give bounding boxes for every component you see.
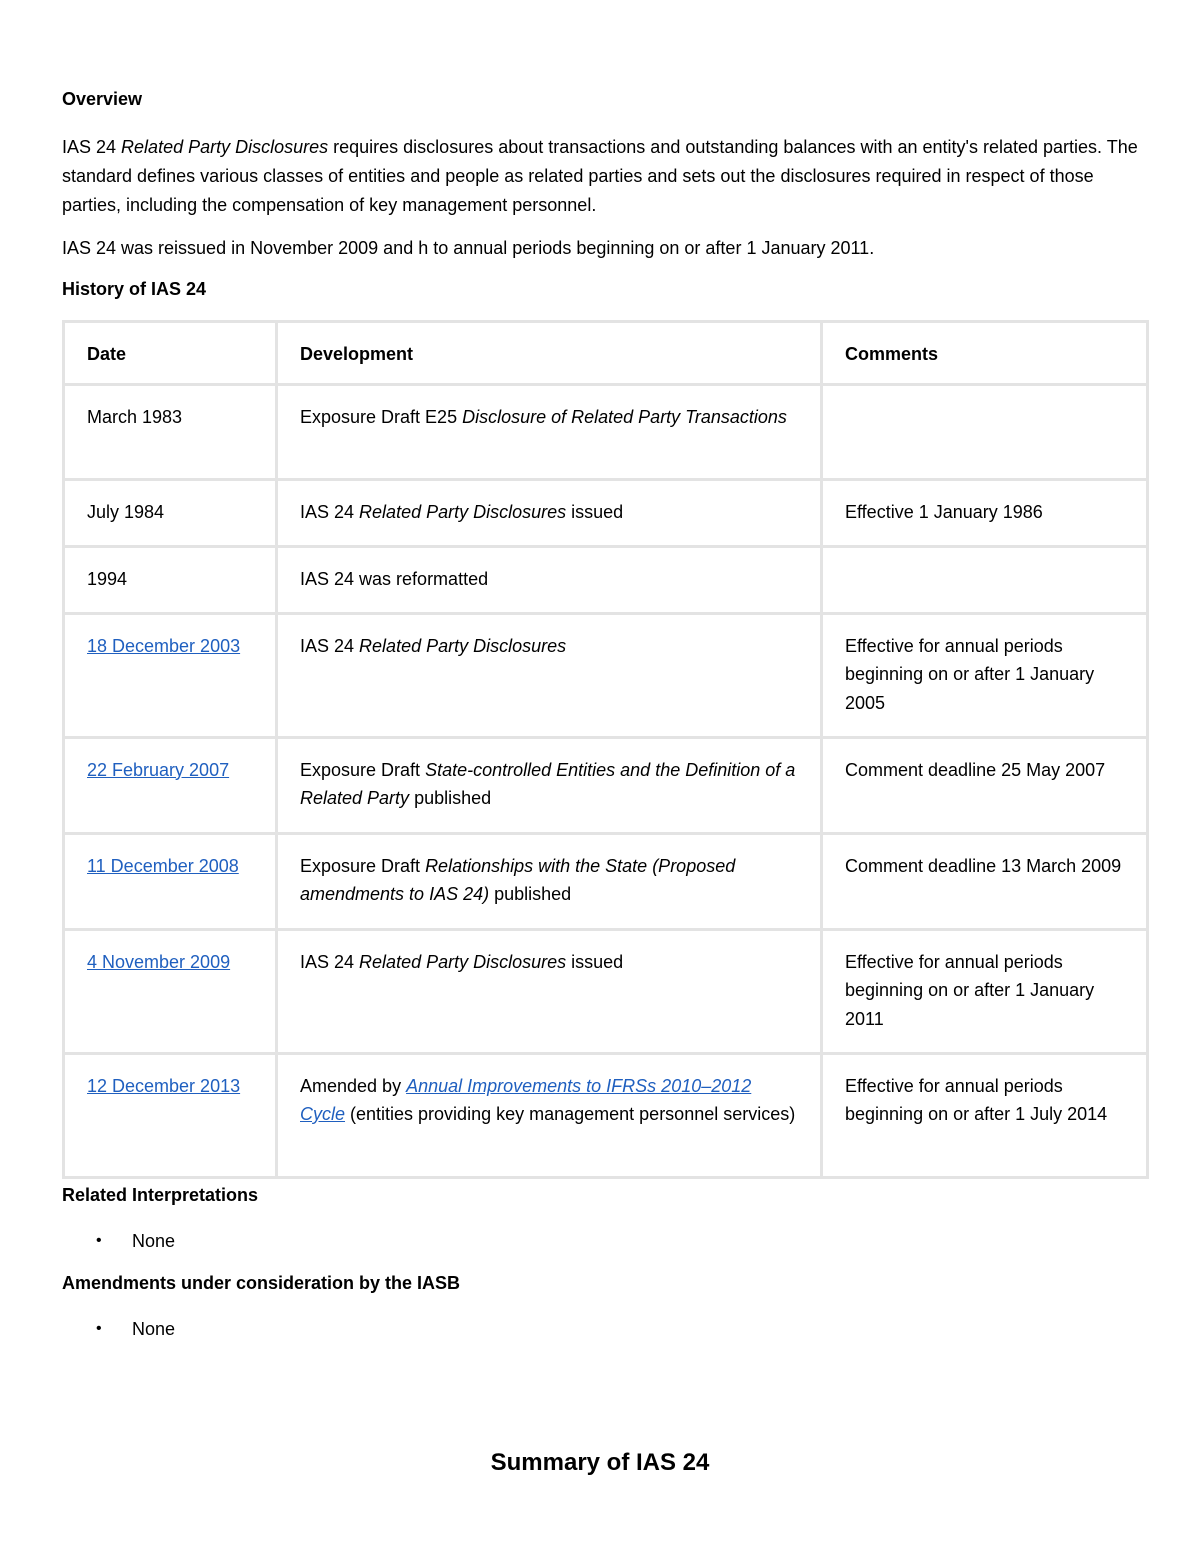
- development-suffix: published: [409, 788, 492, 808]
- date-cell: [64, 1053, 277, 1177]
- list-item-text: None: [132, 1230, 176, 1251]
- comment-cell: Comment deadline 25 May 2007: [822, 737, 1148, 833]
- date-cell: 1994: [64, 546, 277, 613]
- overview-paragraph: [62, 133, 1142, 220]
- development-cell: [277, 929, 822, 1053]
- table-row: [64, 833, 1148, 929]
- development-title: Related Party Disclosures: [359, 951, 567, 972]
- history-heading: History of IAS 24: [62, 279, 207, 299]
- development-text: IAS 24: [300, 635, 360, 656]
- development-title: Related Party Disclosures: [359, 501, 567, 522]
- list-item: [62, 1315, 175, 1343]
- amendments-list: [62, 1315, 175, 1343]
- column-header-date: Date: [64, 322, 277, 385]
- development-suffix: issued: [566, 951, 624, 972]
- column-header-comments: Comments: [822, 322, 1148, 385]
- annual-improvements-link[interactable]: Annual Improvements to IFRSs 2010–2012 Cycle: [300, 1075, 752, 1124]
- comment-cell: Effective 1 January 1986: [822, 479, 1148, 546]
- date-link[interactable]: 11 December 2008: [87, 855, 239, 876]
- date-cell: March 1983: [64, 384, 277, 479]
- overview-para-rest: requires disclosures about transactions and outstanding balances with an entity's related parties. The standard defines various classes of entities and people as related parties and sets out the disclosures required in respect of those parties, including the compensation of key management personnel.: [62, 137, 1138, 215]
- development-cell: [277, 546, 822, 613]
- development-suffix: (entities providing key management personnel services): [345, 1104, 796, 1124]
- column-header-development: Development: [277, 322, 822, 385]
- comment-cell: Effective for annual periods beginning on or after 1 January 2005: [822, 613, 1148, 737]
- development-text: IAS 24: [300, 951, 360, 972]
- related-interpretations-list: [62, 1227, 175, 1255]
- comment-cell: Comment deadline 13 March 2009: [822, 833, 1148, 929]
- date-cell: [64, 833, 277, 929]
- bullet-icon: •: [96, 1320, 102, 1337]
- development-cell: [277, 1053, 822, 1177]
- history-table: [62, 320, 1149, 1179]
- amendments-heading: Amendments under consideration by the IASB: [62, 1273, 461, 1293]
- development-text: Exposure Draft: [300, 855, 426, 876]
- table-row: [64, 613, 1148, 737]
- development-text: IAS 24 was reformatted: [300, 568, 489, 589]
- table-row: [64, 929, 1148, 1053]
- comment-cell: [822, 546, 1148, 613]
- development-cell: [277, 613, 822, 737]
- development-text: Amended by: [300, 1075, 407, 1096]
- overview-para-italic: Related Party Disclosures: [121, 137, 329, 157]
- related-interpretations-heading: Related Interpretations: [62, 1185, 259, 1205]
- table-row: [64, 546, 1148, 613]
- date-link[interactable]: 22 February 2007: [87, 759, 230, 780]
- development-title: State-controlled Entities and the Definition of a Related Party: [300, 759, 796, 808]
- comment-cell: [822, 384, 1148, 479]
- development-title: Relationships with the State (Proposed amendments to IAS 24): [300, 855, 736, 904]
- comment-cell: Effective for annual periods beginning on or after 1 July 2014: [822, 1053, 1148, 1177]
- development-cell: [277, 833, 822, 929]
- date-link[interactable]: 4 November 2009: [87, 951, 231, 972]
- development-text: IAS 24: [300, 501, 360, 522]
- list-item-text: None: [132, 1318, 176, 1339]
- date-cell: July 1984: [64, 479, 277, 546]
- development-title: Disclosure of Related Party Transactions: [462, 406, 787, 427]
- development-cell: [277, 737, 822, 833]
- summary-title: Summary of IAS 24: [490, 1449, 710, 1476]
- table-row: [64, 384, 1148, 479]
- development-title: Related Party Disclosures: [359, 635, 567, 656]
- table-row: [64, 479, 1148, 546]
- table-row: [64, 1053, 1148, 1177]
- table-header-row: [64, 322, 1148, 385]
- development-text: Exposure Draft E25: [300, 406, 463, 427]
- table-row: [64, 737, 1148, 833]
- comment-cell: Effective for annual periods beginning on or after 1 January 2011: [822, 929, 1148, 1053]
- date-cell: [64, 737, 277, 833]
- development-text: Exposure Draft: [300, 759, 426, 780]
- date-link[interactable]: 12 December 2013: [87, 1075, 241, 1096]
- development-cell: [277, 384, 822, 479]
- development-suffix: issued: [566, 501, 624, 522]
- development-suffix: published: [489, 884, 572, 904]
- overview-heading: Overview: [62, 89, 143, 109]
- list-item: [62, 1227, 175, 1255]
- date-link[interactable]: 18 December 2003: [87, 635, 241, 656]
- bullet-icon: •: [96, 1232, 102, 1249]
- development-cell: [277, 479, 822, 546]
- overview-para-prefix: IAS 24: [62, 137, 122, 157]
- date-cell: [64, 929, 277, 1053]
- reissue-paragraph: IAS 24 was reissued in November 2009 and h to annual periods beginning on or after 1 January 2011.: [62, 238, 875, 258]
- date-cell: [64, 613, 277, 737]
